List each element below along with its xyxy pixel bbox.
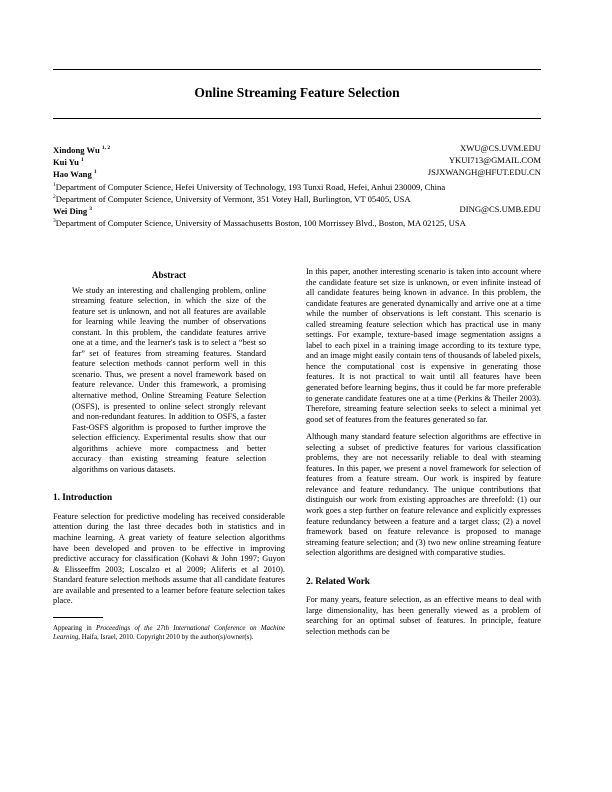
abstract-heading: Abstract (151, 270, 187, 280)
author-row (53, 203, 541, 215)
affiliation-row (53, 215, 541, 227)
paper-title: Online Streaming Feature Selection (194, 85, 400, 100)
left-column (53, 270, 285, 642)
footnote-rule (53, 617, 103, 618)
author-name: Hao Wang $^1$ (53, 169, 97, 180)
author-row (53, 154, 541, 166)
intro-paragraph: Although many standard feature selection algorithms are effective in selecting a subset of predictive features for various classification problems, they are not necessarily reliable to deal with steaming features. In this paper, we present a novel framework for selection of features from a feature stream. Our work is inspired by feature relevance and feature redundancy. The unique contributions that distinguish our work from existing approaches are threefold: (1) our work goes a step further on feature relevance and explicitly expresses feature redundancy between a feature and a target class; (2) a novel framework based on feature relevance is proposed to manage streaming feature selection; and (3) two new online streaming feature selection algorithms are designed with comparative studies. (306, 432, 541, 558)
related-work-heading: 2. Related Work (306, 575, 370, 586)
intro-paragraph: In this paper, another interesting scenario is taken into account where the candidate feature set size is unknown, or even infinite instead of all candidate features being known in advance. In this problem, the candidate features are generated dynamically and arrive one at a time while the number of observations is left constant. This scenario is called streaming feature selection which has practical use in many settings. For example, texture-based image segmentation assigns a label to each pixel in a training image according to its texture type, and an image might easily contain tens of thousands of labeled pixels, hence the computational cost is expensive in generating those features. It is not practical to wait until all features have been generated before learning begins, thus it could be far more preferable to generate candidate features one at a time (Perkins & Theiler 2003). Therefore, streaming feature selection seeks to select a minimal yet good set of features from the features generated so far. (306, 267, 541, 424)
affiliation: $^1$Department of Computer Science, Hefei University of Technology, 193 Tunxi Road, Hefei, Anhui 230009, China (53, 181, 446, 192)
author-email: YKUI713@GMAIL.COM (448, 155, 541, 166)
abstract-text: We study an interesting and challenging problem, online streaming feature selection, in which the size of the feature set is unknown, and not all features are available for learning while leaving the number of observations constant. In this problem, the candidate features arrive one at a time, and the learner's task is to select a “best so far” set of features from streaming features. Standard feature selection methods cannot perform well in this scenario. Thus, we present a novel framework based on feature relevance. Under this framework, a promising alternative method, Online Streaming Feature Selection (OSFS), is presented to online select strongly relevant and non-redundant features. In addition to OSFS, a faster Fast-OSFS algorithm is proposed to further improve the selection efficiency. Experimental results show that our algorithms achieve more compactness and better accuracy than existing streaming feature selection algorithms on various datasets. (72, 285, 266, 474)
right-column (306, 267, 541, 645)
intro-paragraph: Feature selection for predictive modeling has received considerable attention during the last three decades both in statistics and in machine learning. A great variety of feature selection algorithms have been developed and proven to be effective in improving predictive accuracy for classification (Kohavi & John 1997; Guyon & Elisseeffm 2003; Loscalzo et al 2009; Aliferis et al 2010). Standard feature selection methods assume that all candidate features are available and presented to a learner before feature selection takes place. (53, 511, 285, 606)
author-name: Wei Ding $^3$ (53, 205, 93, 216)
author-name: Xindong Wu $^{1, 2}$ (53, 144, 111, 155)
author-row (53, 142, 541, 154)
related-work-paragraph: For many years, feature selection, as an effective means to deal with large dimensionality, has been generally viewed as a problem of searching for an optimal subset of features. In principle, feature selection methods can be (306, 595, 541, 636)
author-row (53, 166, 541, 178)
author-name: Kui Yu $^1$ (53, 157, 84, 168)
header-top-rule (53, 69, 541, 70)
author-block (53, 142, 541, 227)
author-email: DING@CS.UMB.EDU (459, 203, 541, 214)
affiliation-row (53, 191, 541, 203)
affiliation: $^2$Department of Computer Science, University of Vermont, 351 Votey Hall, Burlington, VT 05405, USA (53, 193, 411, 204)
affiliation: $^3$Department of Computer Science, University of Massachusetts Boston, 100 Morrissey Blvd., Boston, MA 02125, USA (53, 217, 466, 228)
affiliation-row (53, 179, 541, 191)
author-email: XWU@CS.UVM.EDU (460, 143, 541, 153)
header-bottom-rule (53, 118, 541, 119)
introduction-heading: 1. Introduction (53, 492, 113, 503)
author-email: JSJXWANGH@HFUT.EDU.CN (427, 167, 541, 178)
footnote: Appearing in Proceedings of the 27th International Conference on Machine Learning, Haifa, Israel, 2010. Copyright 2010 by the author(s)/owner(s). (53, 624, 285, 642)
